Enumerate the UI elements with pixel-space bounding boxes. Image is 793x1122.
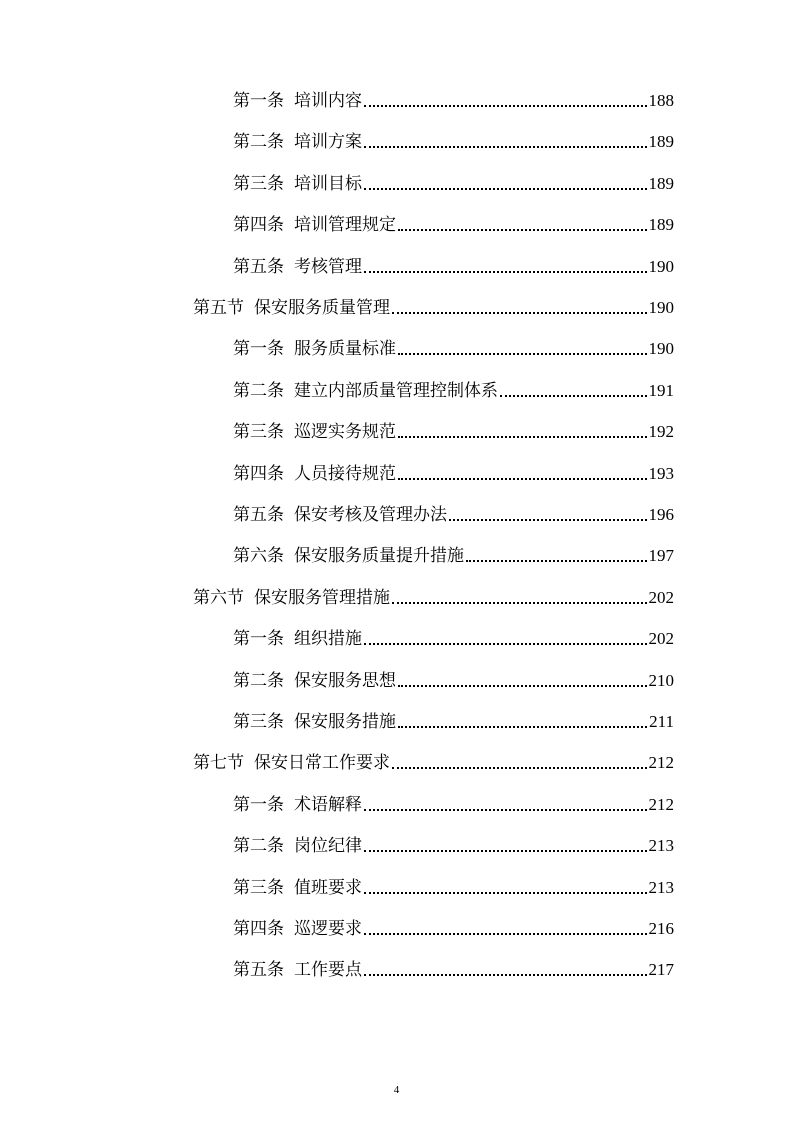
toc-entry-title: 培训方案 [294,132,362,153]
toc-entry-number: 第五条 [233,960,284,981]
toc-entry[interactable] [233,213,674,237]
toc-entry-number: 第二条 [233,380,284,401]
dot-leader [364,643,647,645]
toc-entry-number: 第一条 [233,339,284,360]
toc-entry-number: 第三条 [233,712,284,732]
toc-entry-title: 建立内部质量管理控制体系 [294,380,498,401]
toc-entry-number: 第二条 [233,836,284,857]
toc-entry-title: 巡逻实务规范 [294,422,396,443]
toc-entry-page: 212 [648,794,674,814]
toc-entry-number: 第一条 [233,91,284,111]
toc-entry[interactable] [193,751,674,775]
toc-entry-title: 组织措施 [294,629,362,650]
toc-entry-page: 193 [648,463,674,483]
toc-entry-number: 第五条 [233,256,284,277]
toc-entry-number: 第二条 [233,132,284,153]
toc-entry[interactable] [233,793,674,817]
page-number: 4 [393,1084,400,1096]
toc-entry[interactable] [233,130,674,154]
dot-leader [466,560,647,562]
dot-leader [398,685,647,687]
dot-leader [449,519,647,521]
dot-leader [392,602,647,604]
toc-entry[interactable] [233,379,674,403]
toc-entry-page: 211 [649,712,674,731]
toc-entry-page: 197 [648,546,674,566]
dot-leader [398,353,647,355]
toc-entry-page: 188 [648,91,674,110]
toc-entry-title: 培训管理规定 [294,215,396,236]
toc-entry[interactable] [233,834,674,858]
toc-entry-page: 190 [648,339,674,359]
dot-leader [364,850,647,852]
toc-entry[interactable] [193,296,674,320]
toc-entry-title: 人员接待规范 [294,463,396,484]
toc-entry-page: 192 [648,422,674,442]
toc-entry-title: 工作要点 [294,960,362,981]
toc-entry-number: 第四条 [233,919,284,939]
toc-entry-title: 保安考核及管理办法 [294,505,447,525]
toc-entry-title: 考核管理 [294,256,362,277]
toc-entry-number: 第三条 [233,877,284,898]
toc-entry-page: 190 [648,256,674,276]
toc-entry-title: 保安服务管理措施 [254,587,390,608]
toc-entry[interactable] [233,627,674,651]
toc-entry-title: 保安服务质量管理 [254,298,390,318]
toc-entry[interactable] [233,917,674,941]
dot-leader [398,436,647,438]
toc-entry-page: 202 [648,629,674,649]
dot-leader [392,767,647,769]
dot-leader [364,188,647,190]
toc-entry-title: 保安服务措施 [294,712,396,732]
toc-entry[interactable] [233,89,674,113]
dot-leader [364,809,647,811]
toc-entry-page: 189 [648,173,674,193]
toc-entry-title: 岗位纪律 [294,836,362,857]
toc-entry-number: 第二条 [233,670,284,691]
toc-entry-number: 第一条 [233,629,284,650]
toc-entry-page: 196 [648,505,674,524]
toc-entry-title: 值班要求 [294,877,362,898]
dot-leader [364,933,647,935]
dot-leader [364,105,647,107]
toc-entry-number: 第四条 [233,463,284,484]
dot-leader [398,726,647,728]
toc-entry-title: 保安服务质量提升措施 [294,546,464,567]
toc-entry-number: 第六条 [233,546,284,567]
dot-leader [364,892,647,894]
toc-entry[interactable] [233,876,674,900]
toc-entry-number: 第六节 [193,587,244,608]
toc-entry[interactable] [233,337,674,361]
toc-entry[interactable] [233,544,674,568]
toc-entry-title: 培训目标 [294,173,362,194]
toc-entry-title: 培训内容 [294,91,362,111]
toc-entry-page: 189 [648,132,674,152]
toc-entry-page: 213 [648,836,674,856]
dot-leader [398,478,647,480]
toc-entry-number: 第四条 [233,215,284,236]
dot-leader [364,974,647,976]
toc-entry-number: 第五节 [193,298,244,318]
toc-entry-page: 212 [648,753,674,773]
toc-entry[interactable] [233,669,674,693]
toc-entry-title: 保安日常工作要求 [254,753,390,774]
dot-leader [500,395,647,397]
toc-entry-number: 第三条 [233,422,284,443]
toc-entry-number: 第七节 [193,753,244,774]
dot-leader [392,312,647,314]
toc-entry-page: 216 [648,919,674,938]
toc-entry[interactable] [193,586,674,610]
toc-entry[interactable] [233,420,674,444]
toc-entry[interactable] [233,462,674,486]
toc-entry-number: 第三条 [233,173,284,194]
toc-entry[interactable] [233,710,674,734]
toc-entry-page: 202 [648,587,674,607]
dot-leader [398,229,647,231]
toc-entry[interactable] [233,172,674,196]
toc-entry-number: 第一条 [233,794,284,815]
toc-entry-page: 190 [648,298,674,317]
toc-entry-title: 巡逻要求 [294,919,362,939]
toc-entry-title: 服务质量标准 [294,339,396,360]
toc-entry-page: 217 [648,960,674,980]
toc-entry-page: 189 [648,215,674,235]
toc-entry-title: 保安服务思想 [294,670,396,691]
toc-entry-page: 191 [648,380,674,400]
toc-entry-number: 第五条 [233,505,284,525]
toc-entry[interactable] [233,958,674,982]
dot-leader [364,146,647,148]
toc-entry-page: 213 [648,877,674,897]
toc-entry-page: 210 [648,670,674,690]
dot-leader [364,271,647,273]
toc-entry-title: 术语解释 [294,794,362,815]
toc-entry[interactable] [233,503,674,527]
toc-entry[interactable] [233,255,674,279]
